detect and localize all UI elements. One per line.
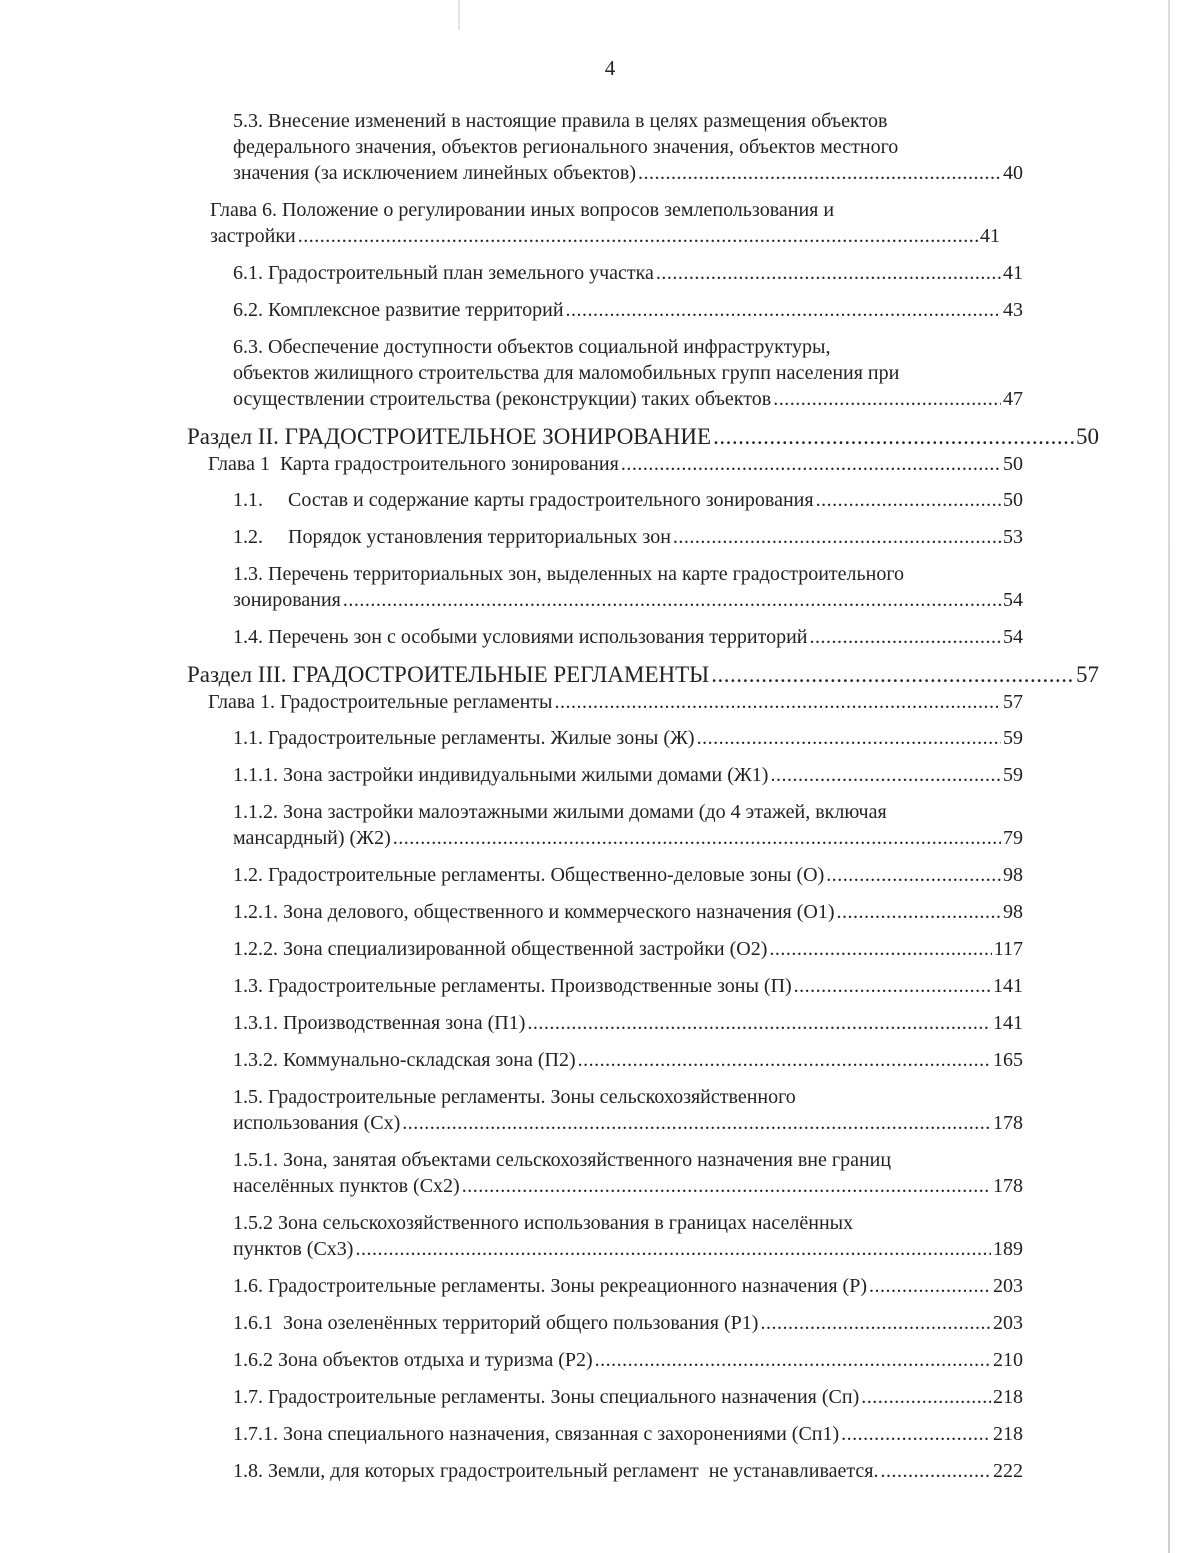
toc-page-number: 222 — [993, 1460, 1023, 1482]
toc-entry-last-line — [233, 1010, 1023, 1036]
toc-entry[interactable] — [233, 1384, 1023, 1410]
dot-leader — [769, 936, 991, 962]
dot-leader — [773, 386, 1001, 412]
toc-entry-last-line — [233, 1110, 1023, 1136]
toc-entry-last-line — [233, 587, 1023, 613]
dot-leader — [462, 1173, 991, 1199]
toc-entry-title: 1.1. Градостроительные регламенты. Жилые зоны (Ж) — [233, 727, 695, 749]
toc-entry[interactable] — [233, 725, 1023, 751]
toc-page-number: 47 — [1003, 388, 1023, 410]
toc-entry-line: федерального значения, объектов регионального значения, объектов местного — [233, 136, 899, 158]
toc-page-number: 117 — [993, 938, 1023, 960]
toc-page-number: 54 — [1003, 589, 1023, 611]
dot-leader — [837, 899, 1001, 925]
dot-leader — [810, 624, 1001, 650]
toc-page-number: 41 — [980, 225, 1000, 247]
toc-entry-last-line — [233, 297, 1023, 323]
toc-entry-title: 1.2.2. Зона специализированной общественной застройки (О2) — [233, 938, 768, 960]
toc-page-number: 218 — [993, 1423, 1023, 1445]
toc-page-number: 178 — [993, 1175, 1023, 1197]
dot-leader — [355, 1236, 991, 1262]
toc-entry-title: 1.2. Порядок установления территориальных зон — [233, 526, 671, 548]
page-number: 4 — [604, 56, 616, 80]
dot-leader — [826, 862, 1001, 888]
toc-entry-last-line — [233, 160, 1023, 186]
dot-leader — [760, 1310, 991, 1336]
dot-leader — [711, 661, 1074, 689]
toc-entry[interactable] — [233, 762, 1023, 788]
toc-entry[interactable] — [233, 1210, 1023, 1262]
toc-section-entry[interactable] — [187, 661, 1099, 689]
toc-entry[interactable] — [208, 451, 1023, 477]
toc-entry-last-line — [233, 1273, 1023, 1299]
toc-entry-title: 1.3.1. Производственная зона (П1) — [233, 1012, 526, 1034]
dot-leader — [298, 223, 978, 249]
dot-leader — [861, 1384, 991, 1410]
dot-leader — [343, 587, 1001, 613]
toc-page-number: 210 — [993, 1349, 1023, 1371]
toc-page-number: 178 — [993, 1112, 1023, 1134]
toc-entry[interactable] — [233, 524, 1023, 550]
toc-entry-title: 1.7. Градостроительные регламенты. Зоны специального назначения (Сп) — [233, 1386, 860, 1408]
toc-entry-title: значения (за исключением линейных объектов) — [233, 162, 637, 184]
toc-entry-title: осуществлении строительства (реконструкции) таких объектов — [233, 388, 772, 410]
toc-page-number: 98 — [1003, 901, 1023, 923]
toc-entry-last-line — [233, 1236, 1023, 1262]
toc-entry[interactable] — [233, 936, 1023, 962]
toc-entry-title: 1.3. Градостроительные регламенты. Производственные зоны (П) — [233, 975, 792, 997]
toc-entry-title: использования (Сх) — [233, 1112, 401, 1134]
toc-entry-line: 1.5. Градостроительные регламенты. Зоны сельскохозяйственного — [233, 1086, 796, 1108]
toc-entry-line: 5.3. Внесение изменений в настоящие правила в целях размещения объектов — [233, 110, 888, 132]
toc-entry[interactable] — [233, 1147, 1023, 1199]
toc-entry-last-line — [233, 1458, 1023, 1484]
toc-entry-title: 1.1.1. Зона застройки индивидуальными жилыми домами (Ж1) — [233, 764, 769, 786]
toc-entry-last-line — [233, 524, 1023, 550]
toc-entry-title: 1.3.2. Коммунально-складская зона (П2) — [233, 1049, 576, 1071]
dot-leader — [713, 423, 1074, 451]
dot-leader — [402, 1110, 991, 1136]
toc-entry-last-line — [210, 223, 1000, 249]
toc-page-number: 59 — [1003, 727, 1023, 749]
toc-entry-title: мансардный) (Ж2) — [233, 827, 391, 849]
toc-page-number: 218 — [993, 1386, 1023, 1408]
toc-entry-last-line — [233, 725, 1023, 751]
toc-entry-title: 1.6.2 Зона объектов отдыха и туризма (Р2) — [233, 1349, 593, 1371]
dot-leader — [393, 825, 1001, 851]
toc-entry-title: зонирования — [233, 589, 341, 611]
toc-entry[interactable] — [208, 689, 1023, 715]
toc-entry-last-line — [233, 386, 1023, 412]
toc-entry-last-line — [233, 1347, 1023, 1373]
dot-leader — [816, 487, 1001, 513]
dot-leader — [794, 973, 991, 999]
toc-entry-last-line — [187, 661, 1099, 689]
dot-leader — [527, 1010, 991, 1036]
table-of-contents — [0, 108, 1200, 1495]
toc-entry[interactable] — [210, 197, 1000, 249]
toc-entry-last-line — [233, 487, 1023, 513]
toc-entry[interactable] — [233, 260, 1023, 286]
toc-page-number: 79 — [1003, 827, 1023, 849]
toc-entry-line: 1.5.2 Зона сельскохозяйственного использования в границах населённых — [233, 1212, 854, 1234]
toc-entry[interactable] — [233, 1458, 1023, 1484]
dot-leader — [554, 689, 1001, 715]
toc-entry-title: 1.1. Состав и содержание карты градостроительного зонирования — [233, 489, 814, 511]
toc-entry-line: Глава 6. Положение о регулировании иных вопросов землепользования и — [210, 199, 835, 221]
dot-leader — [697, 725, 1001, 751]
toc-page-number: 203 — [993, 1312, 1023, 1334]
toc-entry-last-line — [187, 423, 1099, 451]
toc-entry-title: Раздел II. ГРАДОСТРОИТЕЛЬНОЕ ЗОНИРОВАНИЕ — [187, 424, 712, 449]
toc-entry-title: 1.2.1. Зона делового, общественного и коммерческого назначения (О1) — [233, 901, 835, 923]
toc-entry-last-line — [233, 899, 1023, 925]
dot-leader — [656, 260, 1001, 286]
toc-section-entry[interactable] — [187, 423, 1099, 451]
toc-entry[interactable] — [233, 1047, 1023, 1073]
toc-entry[interactable] — [233, 297, 1023, 323]
toc-entry-title: 1.4. Перечень зон с особыми условиями использования территорий — [233, 626, 808, 648]
scan-top-mark — [458, 0, 460, 30]
toc-entry-title: 1.2. Градостроительные регламенты. Общественно-деловые зоны (О) — [233, 864, 825, 886]
toc-entry-title: населённых пунктов (Сх2) — [233, 1175, 460, 1197]
toc-page-number: 41 — [1003, 262, 1023, 284]
toc-entry[interactable] — [233, 334, 1023, 412]
toc-page-number: 141 — [993, 975, 1023, 997]
toc-entry-last-line — [233, 624, 1023, 650]
toc-page-number: 54 — [1003, 626, 1023, 648]
toc-entry-last-line — [233, 1173, 1023, 1199]
toc-entry-title: пунктов (Сх3) — [233, 1238, 354, 1260]
dot-leader — [578, 1047, 991, 1073]
toc-entry-line: 1.1.2. Зона застройки малоэтажными жилыми домами (до 4 этажей, включая — [233, 801, 887, 823]
toc-entry-line: объектов жилищного строительства для маломобильных групп населения при — [233, 362, 900, 384]
toc-entry-last-line — [233, 260, 1023, 286]
toc-entry-last-line — [233, 1047, 1023, 1073]
toc-entry-title: 1.6.1 Зона озеленённых территорий общего пользования (Р1) — [233, 1312, 759, 1334]
toc-entry-title: Глава 1 Карта градостроительного зонирования — [208, 453, 619, 475]
toc-entry-title: 6.1. Градостроительный план земельного участка — [233, 262, 654, 284]
toc-entry[interactable] — [233, 973, 1023, 999]
toc-page-number: 141 — [993, 1012, 1023, 1034]
toc-entry[interactable] — [233, 624, 1023, 650]
toc-entry-line: 1.5.1. Зона, занятая объектами сельскохозяйственного назначения вне границ — [233, 1149, 892, 1171]
toc-page-number: 165 — [993, 1049, 1023, 1071]
toc-entry-last-line — [208, 689, 1023, 715]
toc-entry-title: 1.8. Земли, для которых градостроительный регламент не устанавливается. — [233, 1460, 879, 1482]
toc-page-number: 189 — [993, 1238, 1023, 1260]
toc-entry-last-line — [233, 936, 1023, 962]
dot-leader — [869, 1273, 991, 1299]
toc-entry[interactable] — [233, 862, 1023, 888]
toc-entry-last-line — [233, 1384, 1023, 1410]
toc-page-number: 53 — [1003, 526, 1023, 548]
toc-page-number: 57 — [1003, 691, 1023, 713]
toc-entry-line: 6.3. Обеспечение доступности объектов социальной инфраструктуры, — [233, 336, 831, 358]
toc-page-number: 203 — [993, 1275, 1023, 1297]
toc-entry[interactable] — [233, 1310, 1023, 1336]
toc-entry[interactable] — [233, 799, 1023, 851]
toc-entry-last-line — [233, 762, 1023, 788]
toc-entry-last-line — [233, 862, 1023, 888]
toc-page-number: 50 — [1003, 489, 1023, 511]
toc-entry[interactable] — [233, 1010, 1023, 1036]
toc-entry-last-line — [233, 1310, 1023, 1336]
toc-entry[interactable] — [233, 1273, 1023, 1299]
toc-entry-title: 1.6. Градостроительные регламенты. Зоны рекреационного назначения (Р) — [233, 1275, 868, 1297]
toc-page-number: 98 — [1003, 864, 1023, 886]
toc-entry[interactable] — [233, 1084, 1023, 1136]
toc-entry-last-line — [233, 973, 1023, 999]
toc-page-number: 57 — [1076, 662, 1099, 687]
toc-entry-last-line — [233, 1421, 1023, 1447]
toc-entry-last-line — [233, 825, 1023, 851]
toc-entry-last-line — [208, 451, 1023, 477]
toc-entry-title: 1.7.1. Зона специального назначения, связанная с захоронениями (Сп1) — [233, 1423, 840, 1445]
toc-entry[interactable] — [233, 108, 1023, 186]
toc-entry-title: застройки — [210, 225, 296, 247]
dot-leader — [566, 297, 1001, 323]
toc-entry[interactable] — [233, 899, 1023, 925]
toc-page-number: 50 — [1076, 424, 1099, 449]
dot-leader — [638, 160, 1001, 186]
toc-entry[interactable] — [233, 1421, 1023, 1447]
toc-entry-title: 6.2. Комплексное развитие территорий — [233, 299, 564, 321]
toc-entry[interactable] — [233, 487, 1023, 513]
toc-page-number: 40 — [1003, 162, 1023, 184]
toc-entry[interactable] — [233, 1347, 1023, 1373]
toc-page-number: 43 — [1003, 299, 1023, 321]
dot-leader — [673, 524, 1001, 550]
toc-page-number: 59 — [1003, 764, 1023, 786]
toc-entry-title: Раздел III. ГРАДОСТРОИТЕЛЬНЫЕ РЕГЛАМЕНТЫ — [187, 662, 710, 687]
toc-entry-title: Глава 1. Градостроительные регламенты — [208, 691, 553, 713]
dot-leader — [621, 451, 1001, 477]
dot-leader — [770, 762, 1001, 788]
dot-leader — [880, 1458, 991, 1484]
toc-entry-line: 1.3. Перечень территориальных зон, выделенных на карте градостроительного — [233, 563, 905, 585]
dot-leader — [841, 1421, 991, 1447]
toc-page-number: 50 — [1003, 453, 1023, 475]
dot-leader — [595, 1347, 991, 1373]
toc-entry[interactable] — [233, 561, 1023, 613]
